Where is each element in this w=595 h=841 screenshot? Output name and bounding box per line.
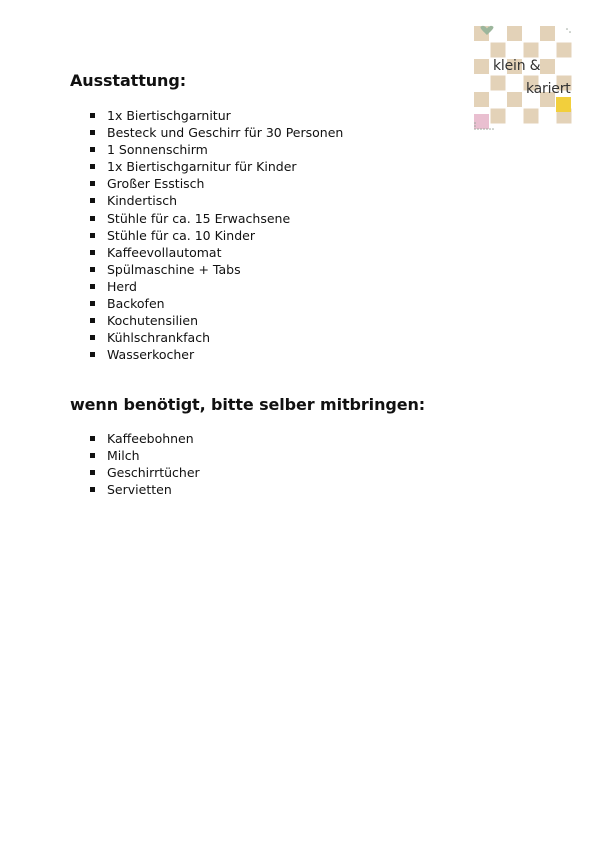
list-item-label: Spülmaschine + Tabs <box>107 261 241 277</box>
list-item-label: Kochutensilien <box>107 313 198 329</box>
bullet-icon <box>90 164 95 169</box>
decor-dot <box>480 128 482 130</box>
bullet-icon <box>90 487 95 492</box>
checker-square <box>474 59 489 74</box>
bullet-icon <box>90 216 95 221</box>
list-item-label: Stühle für ca. 10 Kinder <box>107 227 255 243</box>
list-item-label: Kindertisch <box>107 193 178 209</box>
decor-dot <box>474 122 476 124</box>
bullet-icon <box>90 284 95 289</box>
bullet-icon <box>90 113 95 118</box>
logo-text-line2: kariert <box>526 81 571 97</box>
checker-pattern <box>473 25 579 133</box>
bullet-icon <box>90 301 95 306</box>
list-item-label: 1 Sonnenschirm <box>107 142 208 158</box>
list-item-label: Wasserkocher <box>107 347 195 363</box>
list-item-label: 1x Biertischgarnitur <box>107 108 231 123</box>
checker-square <box>491 109 506 124</box>
checker-square <box>557 43 572 58</box>
bullet-icon <box>90 147 95 152</box>
checker-square <box>507 26 522 41</box>
decor-dot <box>474 125 476 127</box>
checker-square <box>474 92 489 107</box>
bullet-icon <box>90 470 95 475</box>
list-item-label: Milch <box>107 448 140 464</box>
checker-square <box>524 109 539 124</box>
pink-square <box>474 114 489 129</box>
bullet-icon <box>90 335 95 340</box>
logo-text-line1: klein & <box>493 58 541 74</box>
checker-square <box>540 26 555 41</box>
list-item-label: Kaffeebohnen <box>107 431 194 446</box>
bullet-icon <box>90 198 95 203</box>
bullet-icon <box>90 130 95 135</box>
decor-dot <box>566 28 568 30</box>
list-item-label: Großer Esstisch <box>107 176 205 192</box>
yellow-square <box>556 97 571 112</box>
bullet-icon <box>90 352 95 357</box>
list-item-label: Backofen <box>107 296 165 312</box>
list-item-label: Servietten <box>107 482 172 498</box>
brand-logo <box>473 25 579 133</box>
bullet-icon <box>90 250 95 255</box>
decor-dot <box>569 31 571 33</box>
checker-square <box>491 43 506 58</box>
bullet-icon <box>90 453 95 458</box>
list-item-label: Herd <box>107 278 137 294</box>
list-item-label: 1x Biertischgarnitur für Kinder <box>107 159 297 175</box>
bullet-icon <box>90 436 95 441</box>
list-item-label: Kühlschrankfach <box>107 330 211 346</box>
section-title-ausstattung: Ausstattung: <box>70 71 186 90</box>
bullet-icon <box>90 267 95 272</box>
decor-dot <box>489 128 491 130</box>
decor-dot <box>474 128 476 130</box>
decor-dot <box>492 128 494 130</box>
decor-dot <box>486 128 488 130</box>
list-item-label: Kaffeevollautomat <box>107 244 222 260</box>
section-title-mitbringen: wenn benötigt, bitte selber mitbringen: <box>70 395 426 414</box>
list-item-label: Besteck und Geschirr für 30 Personen <box>107 125 344 141</box>
decor-dot <box>483 128 485 130</box>
bullet-icon <box>90 318 95 323</box>
checker-square <box>540 59 555 74</box>
decor-dot <box>477 128 479 130</box>
checker-square <box>491 76 506 91</box>
bullet-icon <box>90 181 95 186</box>
bullet-icon <box>90 233 95 238</box>
list-item-label: Stühle für ca. 15 Erwachsene <box>107 210 291 226</box>
checker-square <box>524 43 539 58</box>
checker-square <box>507 92 522 107</box>
list-item-label: Geschirrtücher <box>107 465 200 481</box>
